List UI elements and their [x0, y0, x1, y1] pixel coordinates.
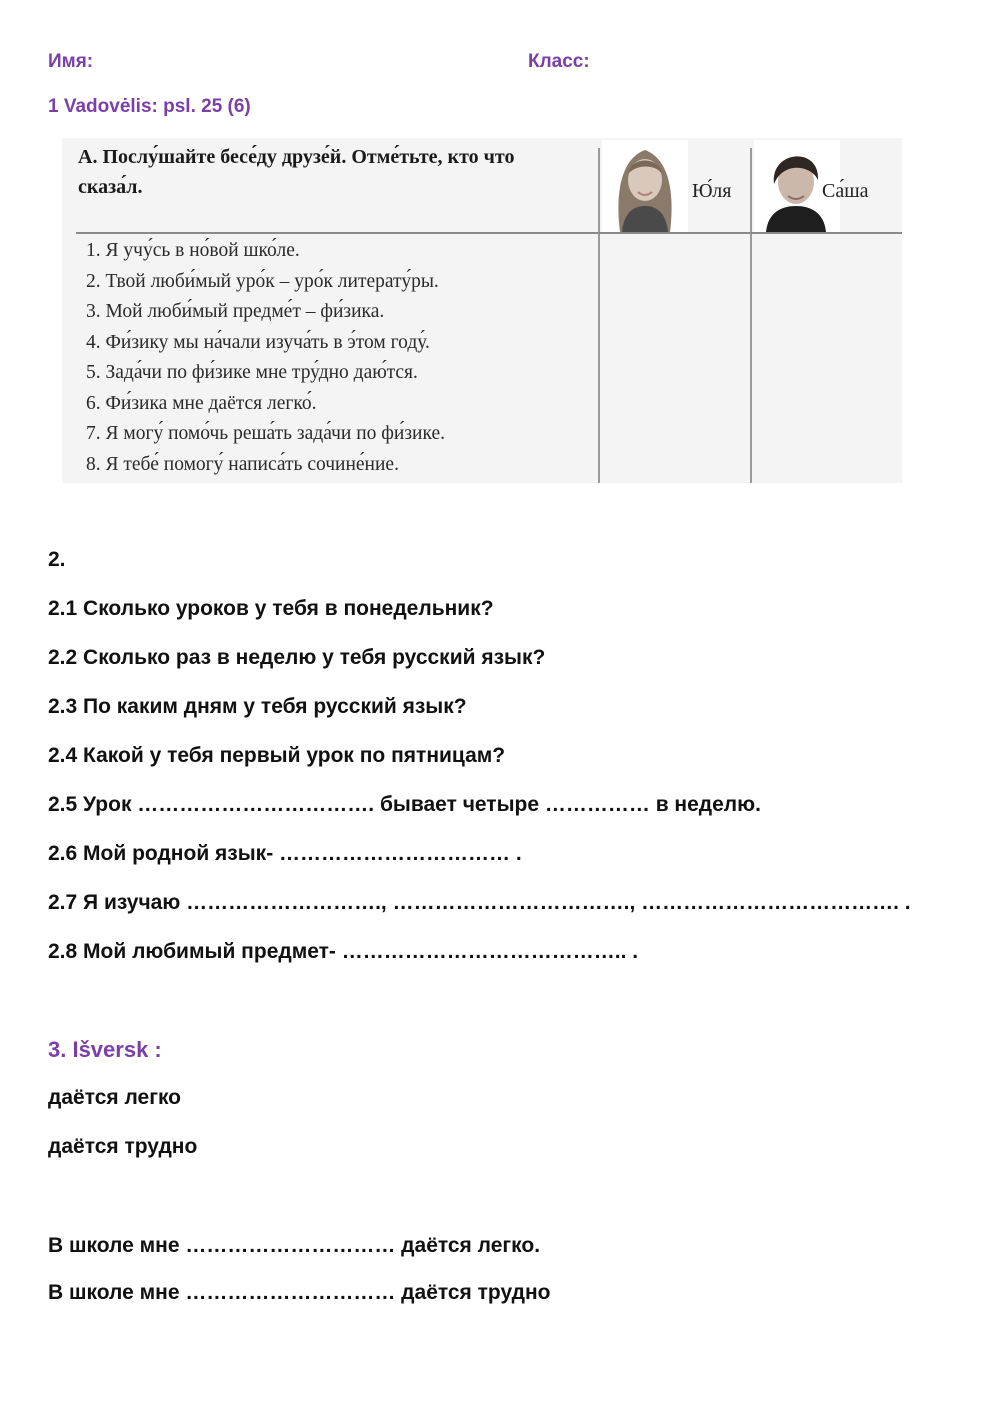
sasha-column-label: Са́ша: [822, 180, 869, 202]
task2-question: 2.5 Урок ……………………………. бывает четыре …………… в неделю.: [48, 793, 761, 816]
task2-heading: 2.: [48, 548, 66, 571]
task2-question: 2.7 Я изучаю ………………………., ……………………………., ………………………………. .: [48, 891, 911, 914]
task3-sentence: В школе мне ………………………… даётся трудно: [48, 1281, 551, 1304]
exercise-a-scan: [62, 138, 902, 483]
exercise-a-list: [86, 236, 445, 480]
task2-question: 2.3 По каким дням у тебя русский язык?: [48, 695, 467, 718]
task2-question: 2.8 Мой любимый предмет- ………………………………….. .: [48, 940, 639, 963]
task2-question: 2.1 Сколько уроков у тебя в понедельник?: [48, 597, 494, 620]
column-divider: [750, 148, 752, 483]
header-divider: [76, 232, 902, 234]
task2-question: 2.6 Мой родной язык- …………………………… .: [48, 842, 522, 865]
yulia-photo: [602, 140, 688, 232]
name-label: Имя:: [48, 51, 94, 72]
task1-reference: 1 Vadovėlis: psl. 25 (6): [48, 96, 251, 117]
list-item: 1. Я учу́сь в но́вой шко́ле.: [86, 240, 300, 261]
yulia-column-label: Ю́ля: [692, 180, 732, 202]
task3-phrase: даётся легко: [48, 1086, 182, 1109]
list-item: 5. Зада́чи по фи́зике мне тру́дно даю́тся.: [86, 362, 418, 383]
task3-heading: 3. Išversk :: [48, 1037, 162, 1062]
class-label: Класс:: [528, 51, 590, 72]
list-item: 2. Твой люби́мый уро́к – уро́к литерату́ры.: [86, 270, 439, 292]
exercise-a-title: А. Послу́шайте бесе́ду друзе́й. Отме́тьте, кто что сказа́л.: [78, 146, 515, 198]
list-item: 4. Фи́зику мы на́чали изуча́ть в э́том году́.: [86, 331, 430, 353]
column-divider: [598, 148, 600, 483]
list-item: 3. Мой люби́мый предме́т – фи́зика.: [86, 301, 385, 322]
task2-question: 2.2 Сколько раз в неделю у тебя русский язык?: [48, 646, 546, 669]
task2-question: 2.4 Какой у тебя первый урок по пятницам?: [48, 744, 506, 767]
list-item: 6. Фи́зика мне даётся легко́.: [86, 392, 317, 414]
task3-phrase: даётся трудно: [48, 1135, 198, 1158]
list-item: 8. Я тебе́ помогу́ написа́ть сочине́ние.: [86, 453, 399, 475]
list-item: 7. Я могу́ помо́чь реша́ть зада́чи по фи́зике.: [86, 423, 445, 444]
task3-sentence: В школе мне ………………………… даётся легко.: [48, 1234, 541, 1257]
